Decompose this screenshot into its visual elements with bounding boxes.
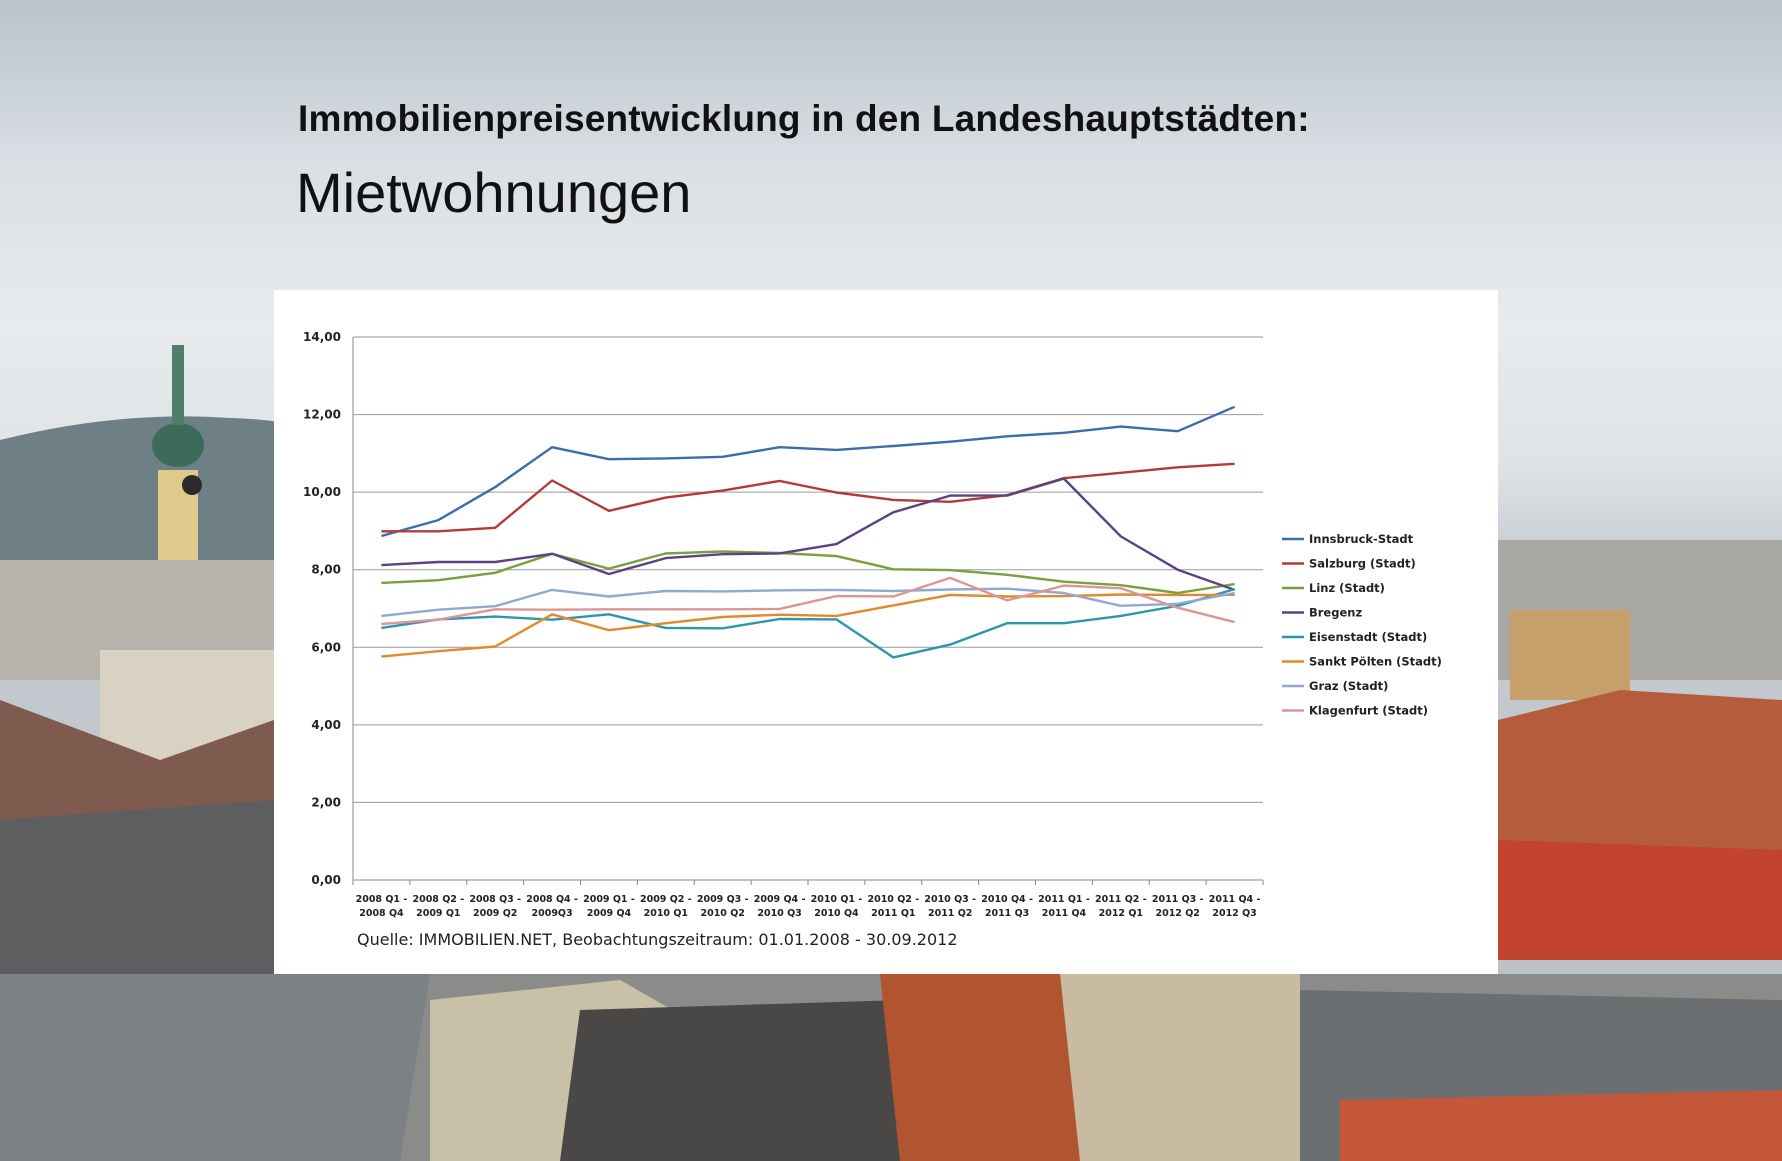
legend-label: Eisenstadt (Stadt) [1309, 630, 1428, 644]
roof-left-grey [0, 800, 274, 1000]
x-tick-label: 2010 Q1 -2010 Q4 [810, 894, 863, 919]
series-line [381, 479, 1234, 590]
x-tick-label: 2011 Q1 -2011 Q4 [1038, 894, 1090, 919]
building-right-yellow [1510, 610, 1630, 700]
legend-label: Bregenz [1309, 605, 1363, 620]
x-tick-label: 2008 Q2 -2009 Q1 [412, 894, 465, 919]
x-tick-label: 2011 Q2 -2012 Q1 [1094, 894, 1147, 919]
roof-bottom-right-red [1340, 1090, 1782, 1161]
y-tick-label: 2,00 [311, 795, 341, 810]
x-tick-label: 2009 Q4 -2010 Q3 [753, 894, 806, 919]
x-tick-label: 2009 Q3 -2010 Q2 [696, 894, 749, 919]
legend-label: Salzburg (Stadt) [1309, 556, 1416, 571]
x-tick-label: 2008 Q3 -2009 Q2 [469, 894, 522, 919]
roof-right-red-lower [1498, 840, 1782, 960]
x-tick-label: 2008 Q1 -2008 Q4 [355, 894, 408, 919]
roof-bottom-left [0, 974, 430, 1161]
page-title: Immobilienpreisentwicklung in den Landeshauptstädten: [298, 98, 1310, 139]
legend-label: Klagenfurt (Stadt) [1309, 703, 1428, 718]
y-tick-label: 0,00 [311, 873, 341, 887]
source-note: Quelle: IMMOBILIEN.NET, Beobachtungszeitraum: 01.01.2008 - 30.09.2012 [357, 930, 958, 949]
tower-spire [172, 345, 184, 425]
y-tick-label: 12,00 [303, 407, 341, 422]
y-tick-label: 6,00 [311, 640, 341, 655]
x-tick-label: 2011 Q3 -2012 Q2 [1151, 894, 1204, 919]
x-tick-label: 2010 Q2 -2011 Q1 [867, 894, 920, 919]
x-tick-label: 2011 Q4 -2012 Q3 [1208, 894, 1261, 919]
legend-label: Graz (Stadt) [1309, 679, 1389, 693]
page-subtitle: Mietwohnungen [296, 161, 692, 224]
building-bottom-beige [1060, 974, 1300, 1161]
legend-label: Linz (Stadt) [1309, 581, 1385, 595]
clock-icon [182, 475, 202, 495]
x-tick-label: 2009 Q2 -2010 Q1 [639, 894, 692, 919]
chart-panel [274, 290, 1498, 974]
x-tick-label: 2008 Q4 -2009Q3 [526, 894, 578, 919]
y-tick-label: 8,00 [311, 562, 341, 577]
x-tick-label: 2009 Q1 -2009 Q4 [583, 894, 635, 919]
legend-label: Innsbruck-Stadt [1309, 532, 1414, 546]
line-chart [274, 290, 1498, 974]
y-tick-label: 14,00 [303, 330, 341, 344]
y-tick-label: 10,00 [303, 485, 341, 500]
x-tick-label: 2010 Q3 -2011 Q2 [924, 894, 977, 919]
roof-right-red [1498, 690, 1782, 860]
x-tick-label: 2010 Q4 -2011 Q3 [981, 894, 1033, 919]
y-tick-label: 4,00 [311, 717, 341, 732]
tower-dome [152, 423, 204, 467]
legend-label: Sankt Pölten (Stadt) [1309, 654, 1442, 669]
